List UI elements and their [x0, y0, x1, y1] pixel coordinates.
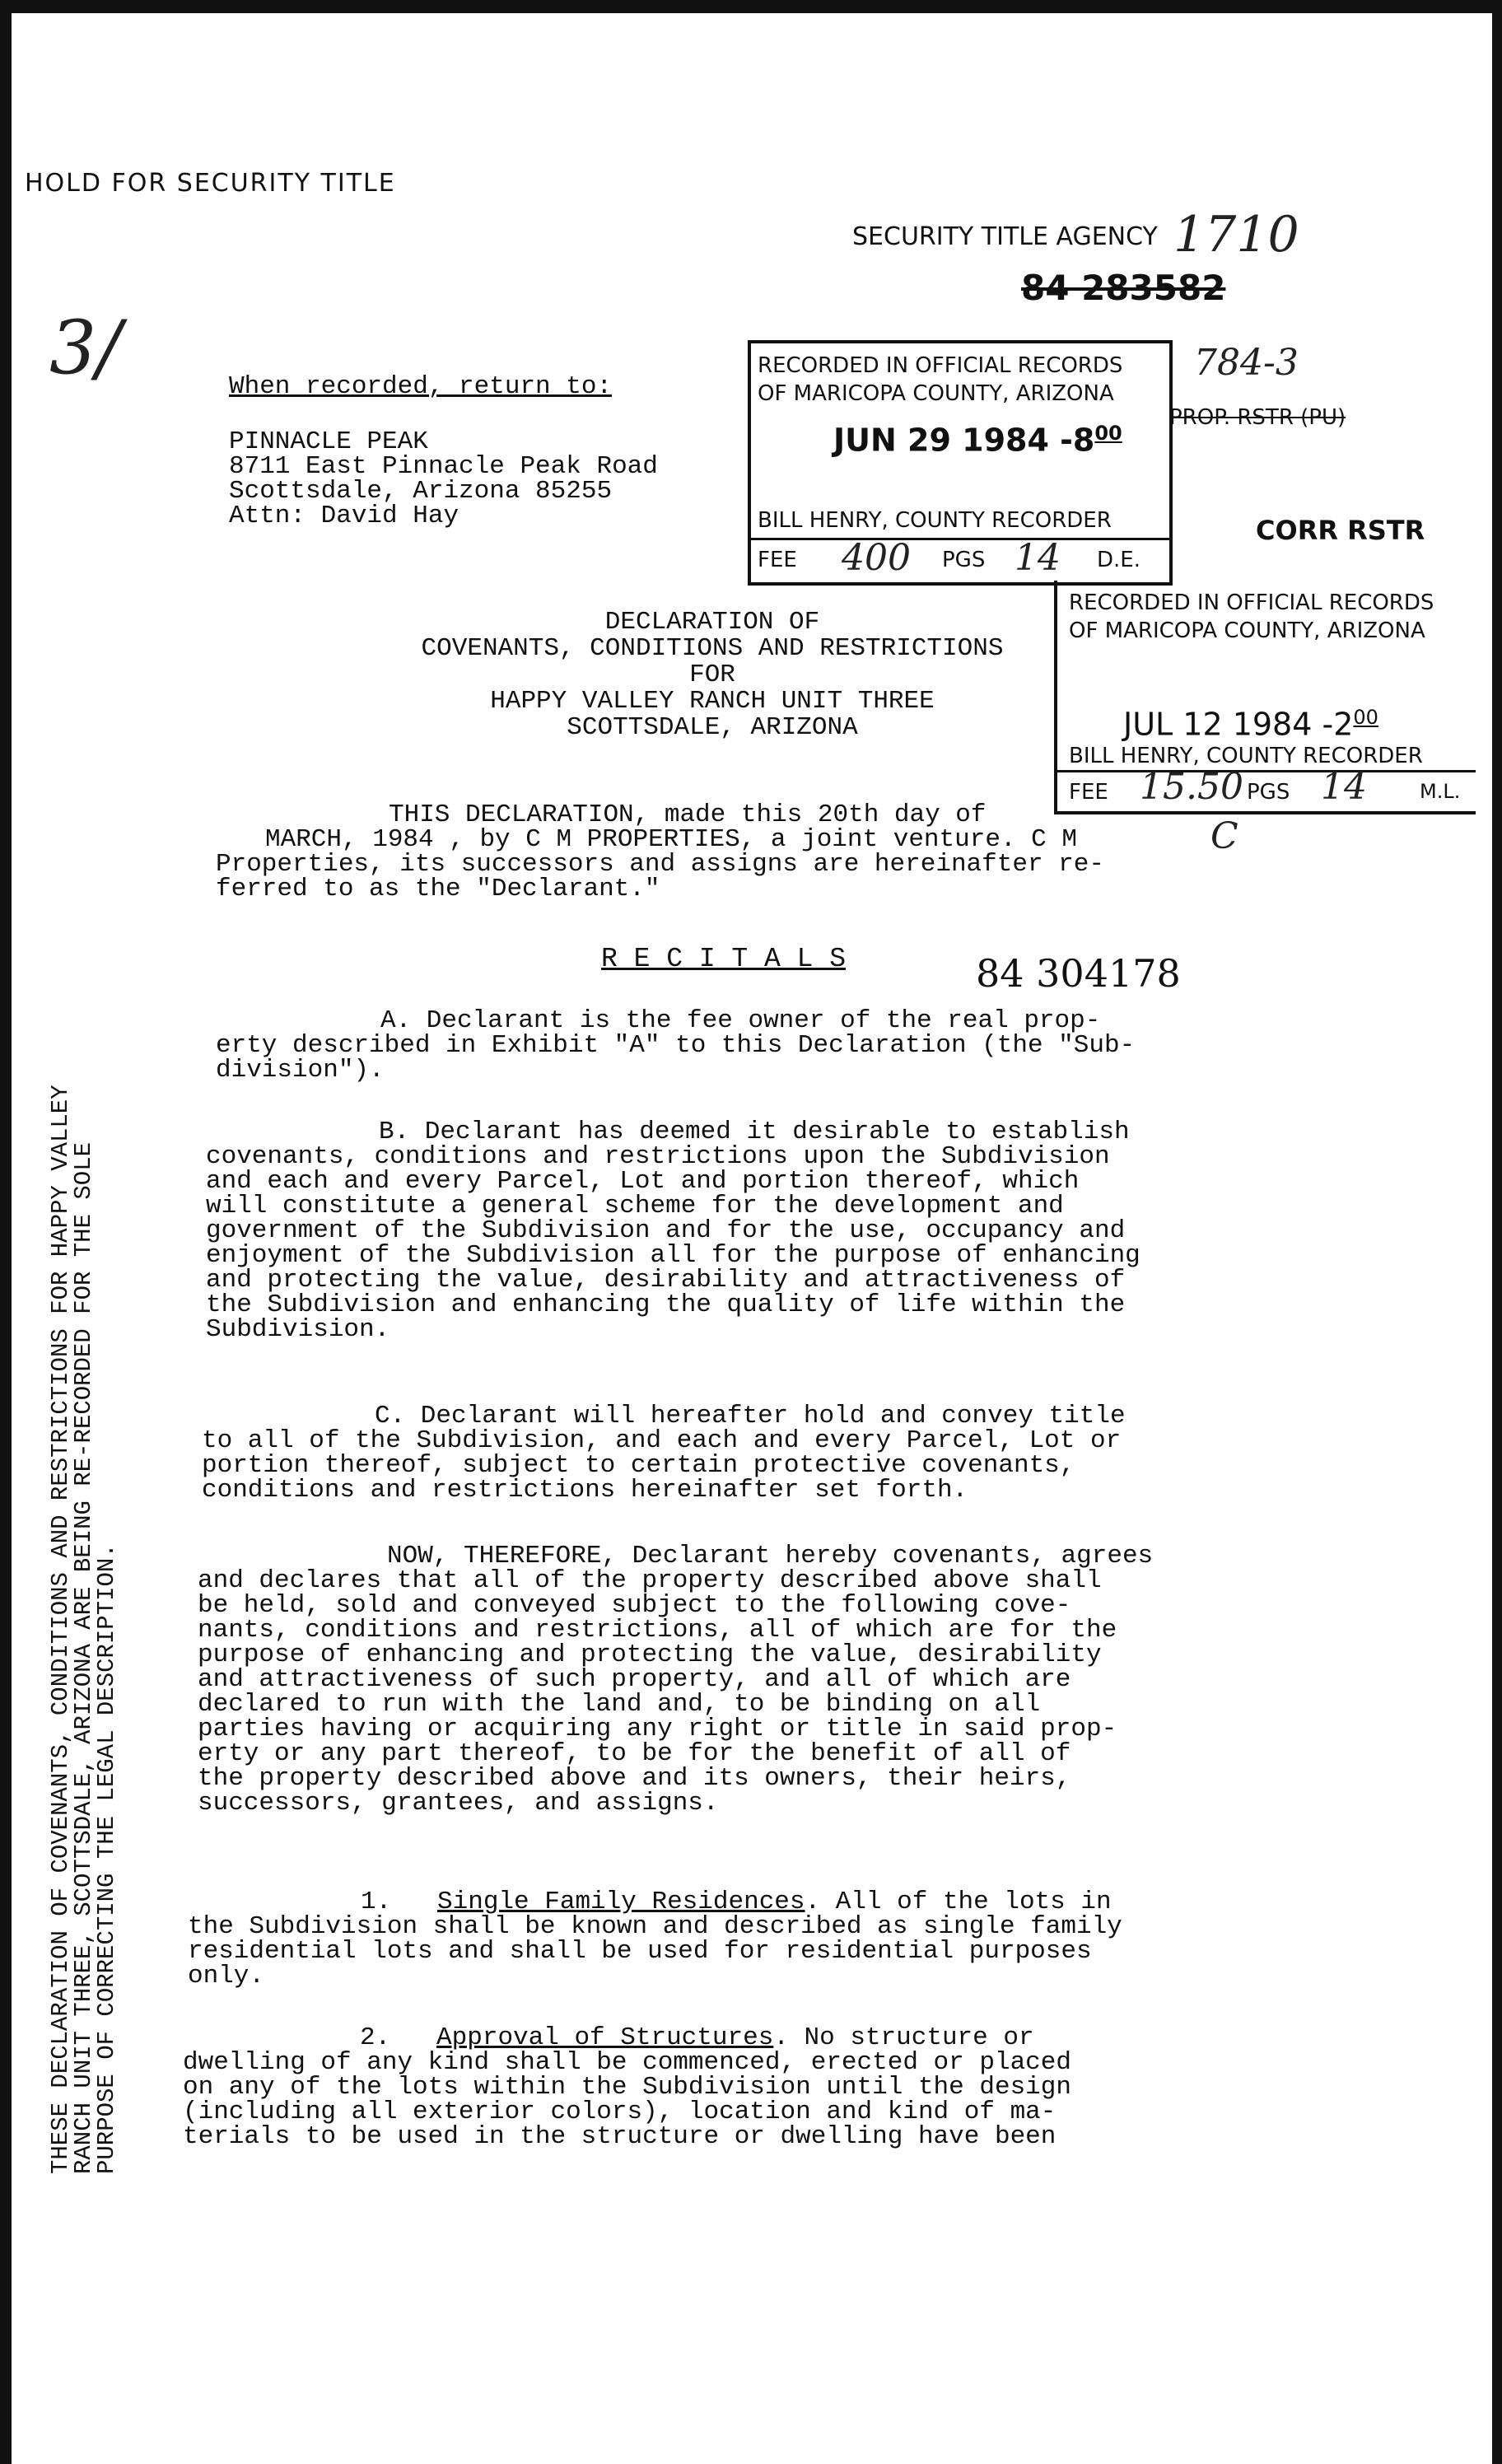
agency-name: SECURITY TITLE AGENCY [852, 222, 1158, 251]
recital-line: conditions and restrictions hereinafter set forth. [202, 1476, 968, 1505]
recital-line: to all of the Subdivision, and each and every Parcel, Lot or [202, 1426, 1122, 1455]
section-title: Single Family Residences [437, 1888, 805, 1916]
intro-line: MARCH, 1984 , by C M PROPERTIES, a joint venture. C M [265, 825, 1077, 854]
title-line: DECLARATION OF [604, 608, 820, 637]
recital-line: NOW, THEREFORE, Declarant hereby covenants, agrees [387, 1542, 1154, 1570]
section-line: terials to be used in the structure or dwelling have been [183, 2122, 1057, 2151]
title-line: COVENANTS, CONDITIONS AND RESTRICTIONS [421, 634, 1004, 663]
margin-note-line: RANCH UNIT THREE, SCOTTSDALE, ARIZONA ARE BEING RE-RECORDED FOR THE SOLE [70, 1141, 97, 2174]
stamp-pgs-label: PGS [942, 548, 986, 572]
corr-rstr-stamp: CORR RSTR [1256, 515, 1425, 546]
scan-border-top [0, 0, 1502, 13]
recording-stamp-2 [1054, 581, 1476, 814]
recital-line: will constitute a general scheme for the development and [206, 1192, 1064, 1220]
recital-c [202, 1404, 1256, 1503]
section-first-line [183, 2023, 1245, 2052]
section-first-line [188, 1890, 1250, 1915]
recital-line: C. Declarant will hereafter hold and convey title [375, 1402, 1126, 1430]
prop-rstr-stamp: PROP. RSTR (PU) [1169, 405, 1346, 430]
document-title [387, 609, 1038, 741]
section-line: only. [188, 1962, 265, 1990]
section-number: 2. [360, 2023, 391, 2052]
stamp-line: RECORDED IN OFFICIAL RECORDS [758, 353, 1123, 378]
struck-number: 84 283582 [1021, 268, 1226, 308]
agency-number: 1710 [1173, 206, 1299, 264]
hold-for-stamp: HOLD FOR SECURITY TITLE [25, 169, 396, 198]
section-2 [183, 2023, 1245, 2151]
recital-b [206, 1120, 1260, 1342]
return-to-heading: When recorded, return to: [229, 372, 613, 401]
section-line: dwelling of any kind shall be commenced, erected or placed [183, 2048, 1071, 2077]
stamp-date-text: JUL 12 1984 -2 [1123, 706, 1354, 743]
recorded-document-number: 84 304178 [976, 951, 1181, 996]
recital-line: division"). [216, 1056, 385, 1085]
recital-line: parties having or acquiring any right or title in said prop- [198, 1715, 1117, 1743]
recital-line: and each and every Parcel, Lot and portion thereof, which [206, 1167, 1080, 1196]
return-line: PINNACLE PEAK [229, 427, 428, 456]
stamp-date [833, 422, 1122, 459]
recital-line: erty described in Exhibit "A" to this Declaration (the "Sub- [216, 1031, 1136, 1060]
stamp-recorder: BILL HENRY, COUNTY RECORDER [758, 508, 1112, 533]
stamp-fee-label: FEE [758, 548, 797, 572]
recital-line: nants, conditions and restrictions, all of which are for the [198, 1616, 1117, 1645]
stamp-fee-value: 15.50 [1140, 766, 1243, 808]
intro-line: Properties, its successors and assigns are hereinafter re- [216, 850, 1104, 879]
section-title: Approval of Structures [436, 2023, 774, 2052]
handwritten-c: C [1210, 815, 1238, 857]
recitals-heading: R E C I T A L S [601, 944, 847, 974]
title-line: FOR [689, 660, 735, 689]
stamp-divider [1057, 770, 1476, 772]
section-line: . No structure or [773, 2023, 1034, 2052]
stamp-pgs-value: 14 [1321, 766, 1367, 808]
title-line: SCOTTSDALE, ARIZONA [567, 713, 858, 742]
section-1 [188, 1890, 1250, 1989]
margin-note-line: PURPOSE OF CORRECTING THE LEGAL DESCRIPTION. [93, 1543, 120, 2174]
stamp-fee-value: 400 [842, 537, 911, 579]
stamp-pgs-label: PGS [1247, 780, 1290, 805]
stamp-pgs-value: 14 [1015, 537, 1061, 579]
recital-line: declared to run with the land and, to be binding on all [198, 1690, 1041, 1719]
rerecording-margin-note [49, 815, 119, 2174]
recording-stamp-1 [748, 340, 1173, 586]
intro-line: ferred to as the "Declarant." [216, 875, 660, 903]
recital-line: purpose of enhancing and protecting the value, desirability [198, 1640, 1102, 1669]
stamp-divider [751, 538, 1169, 540]
title-line: HAPPY VALLEY RANCH UNIT THREE [490, 687, 935, 716]
return-line: Attn: David Hay [229, 502, 459, 530]
stamp-line: OF MARICOPA COUNTY, ARIZONA [758, 381, 1114, 406]
stamp-line: OF MARICOPA COUNTY, ARIZONA [1069, 618, 1425, 643]
recital-line: A. Declarant is the fee owner of the real prop- [380, 1006, 1101, 1035]
section-line: residential lots and shall be used for residential purposes [188, 1937, 1092, 1966]
margin-note-line: THESE DECLARATION OF COVENANTS, CONDITIONS AND RESTRICTIONS FOR HAPPY VALLEY [47, 1085, 74, 2174]
recital-line: be held, sold and conveyed subject to the following cove- [198, 1591, 1071, 1620]
recital-line: portion thereof, subject to certain protective covenants, [202, 1451, 1075, 1480]
section-line: (including all exterior colors), location and kind of ma- [183, 2098, 1057, 2126]
scan-border-right [1492, 0, 1502, 2464]
recital-line: the Subdivision and enhancing the quality of life within the [206, 1290, 1126, 1319]
recital-a [216, 1006, 1237, 1085]
recital-line: and declares that all of the property described above shall [198, 1566, 1102, 1595]
recital-line: and attractiveness of such property, and all of which are [198, 1665, 1071, 1694]
return-line: 8711 East Pinnacle Peak Road [229, 452, 658, 481]
stamp-line: RECORDED IN OFFICIAL RECORDS [1069, 590, 1434, 615]
recital-line: covenants, conditions and restrictions upon the Subdivision [206, 1142, 1110, 1171]
recital-line: B. Declarant has deemed it desirable to establish [379, 1118, 1130, 1146]
section-line: . All of the lots in [805, 1888, 1112, 1916]
recital-line: government of the Subdivision and for the use, occupancy and [206, 1216, 1126, 1245]
recital-line: and protecting the value, desirability and attractiveness of [206, 1266, 1126, 1295]
intro-line: THIS DECLARATION, made this 20th day of [389, 800, 987, 829]
intro-paragraph [216, 800, 1237, 903]
section-line: the Subdivision shall be known and described as single family [188, 1912, 1122, 1941]
section-number: 1. [361, 1888, 392, 1916]
side-note: 784-3 [1194, 342, 1299, 384]
section-line: on any of the lots within the Subdivision until the design [183, 2073, 1071, 2102]
stamp-time: 00 [1353, 706, 1378, 729]
stamp-fee-label: FEE [1069, 780, 1108, 805]
recital-line: Subdivision. [206, 1315, 390, 1344]
recital-line: successors, grantees, and assigns. [198, 1789, 719, 1818]
recital-line: erty or any part thereof, to be for the benefit of all of [198, 1739, 1071, 1768]
return-address [229, 427, 658, 530]
margin-mark: 3/ [49, 305, 122, 391]
stamp-code: D.E. [1097, 548, 1140, 572]
stamp-date-text: JUN 29 1984 -8 [833, 422, 1095, 459]
recital-line: enjoyment of the Subdivision all for the purpose of enhancing [206, 1241, 1140, 1270]
now-therefore-paragraph [198, 1544, 1260, 1816]
scan-border-left [0, 0, 12, 2464]
stamp-recorder: BILL HENRY, COUNTY RECORDER [1069, 744, 1423, 768]
stamp-date [1123, 706, 1378, 743]
stamp-time: 00 [1094, 422, 1122, 445]
recital-line: the property described above and its owners, their heirs, [198, 1764, 1071, 1793]
return-line: Scottsdale, Arizona 85255 [229, 477, 613, 506]
stamp-code: M.L. [1420, 780, 1461, 803]
